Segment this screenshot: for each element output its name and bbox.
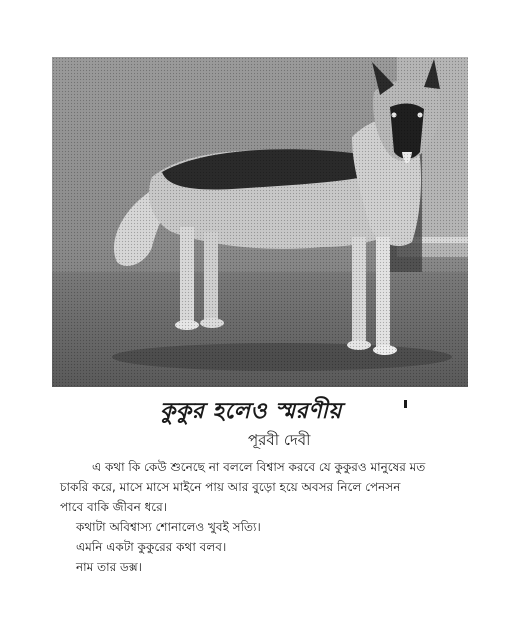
article-author: পূরবী দেবী xyxy=(248,431,311,449)
paragraph-1-line-3: পাবে বাকি জীবন ধরে। xyxy=(60,500,168,514)
dog-photograph xyxy=(52,57,468,387)
paragraph-1-line-1: এ কথা কি কেউ শুনেছে না বললে বিশ্বাস করবে যে কুকুরও মানুষের মত xyxy=(92,460,426,474)
paragraph-2: কথাটা অবিশ্বাস্য শোনালেও খুবই সত্যি। xyxy=(76,520,261,534)
print-mark xyxy=(404,400,407,408)
paragraph-1-line-2: চাকরি করে, মাসে মাসে মাইনে পায় আর বুড়ো হয়ে অবসর নিলে পেনসন xyxy=(60,480,401,494)
paragraph-4: নাম তার ডক্স। xyxy=(76,560,142,574)
article-body xyxy=(60,457,472,577)
article-title: কুকুর হলেও স্মরণীয় xyxy=(160,399,342,424)
paragraph-3: এমনি একটা কুকুরের কথা বলব। xyxy=(76,540,227,554)
german-shepherd-image xyxy=(52,57,468,387)
